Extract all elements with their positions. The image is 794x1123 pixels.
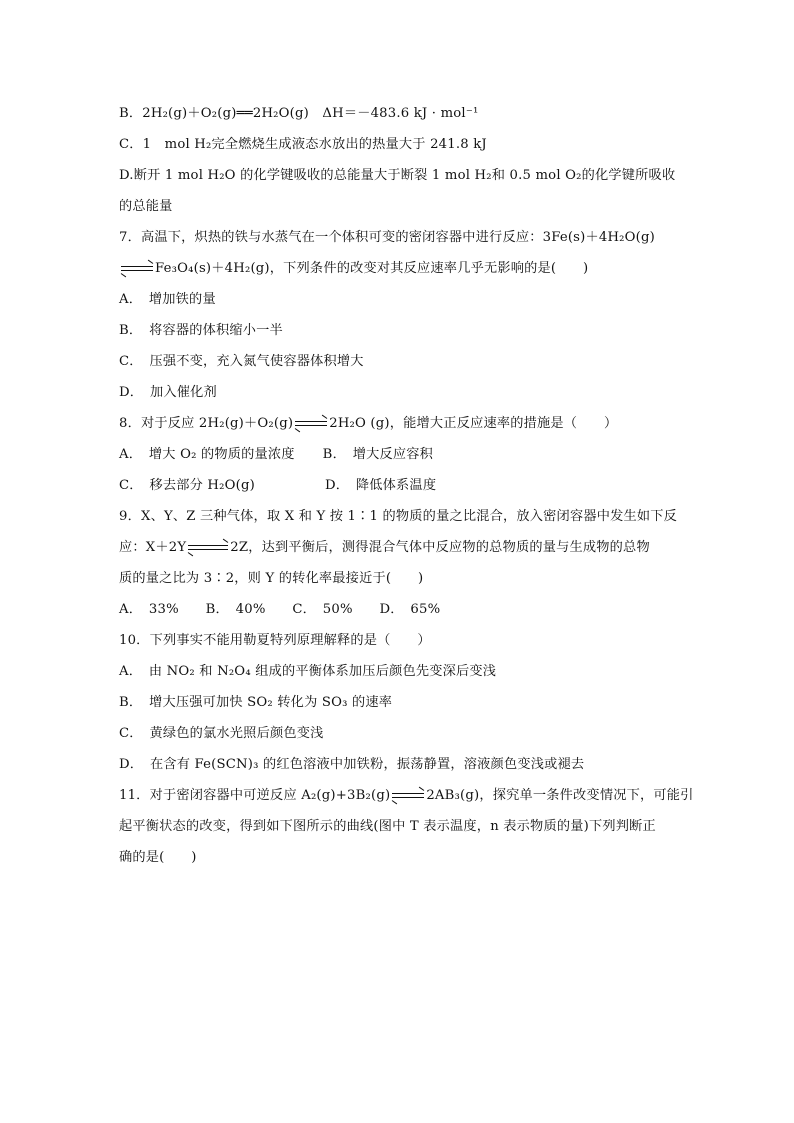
q7-option-b: B． 将容器的体积缩小一半 [119,323,283,338]
q11-stem-pre: 11．对于密闭容器中可逆反应 A₂(g)+3B₂(g) [119,788,391,803]
q9-options: A． 33% B． 40% C． 50% D． 65% [119,602,441,617]
q7-stem-text: Fe₃O₄(s)＋4H₂(g)，下列条件的改变对其反应速率几乎无影响的是( ) [155,261,589,276]
equilibrium-arrow-icon [121,264,153,274]
q8-options-row2 [119,476,436,496]
q10-option-c: C． 黄绿色的氯水光照后颜色变浅 [119,726,324,741]
equilibrium-arrow-icon [295,419,327,429]
q7-option-c: C． 压强不变，充入氮气使容器体积增大 [119,354,364,369]
q9-stem-pre: 应：X＋2Y [119,540,187,555]
q6-option-d-line2: 的总能量 [119,199,173,214]
q8-option-b: B． 增大反应容积 [322,447,434,462]
q6-option-c: C．1 mol H₂完全燃烧生成液态水放出的热量大于 241.8 kJ [119,137,487,152]
q7-stem-line2 [119,259,588,279]
q8-options-row1 [119,445,433,465]
q9-stem-post: 2Z，达到平衡后，测得混合气体中反应物的总物质的量与生成物的总物 [230,540,650,555]
q7-option-d: D． 加入催化剂 [119,385,217,400]
q6-option-b: B．2H₂(g)＋O₂(g)══2H₂O(g) ΔH＝－483.6 kJ · mol⁻¹ [119,106,479,121]
q10-option-b: B． 增大压强可加快 SO₂ 转化为 SO₃ 的速率 [119,695,393,710]
q10-option-d: D． 在含有 Fe(SCN)₃ 的红色溶液中加铁粉，振荡静置，溶液颜色变浅或褪去 [119,757,585,772]
q9-stem-line3: 质的量之比为 3∶2，则 Y 的转化率最接近于( ) [119,571,424,586]
q9-stem-line2 [119,538,650,558]
q8-stem-post: 2H₂O (g)，能增大正反应速率的措施是（ ） [329,416,618,431]
q7-stem-line1: 7．高温下，炽热的铁与水蒸气在一个体积可变的密闭容器中进行反应：3Fe(s)＋4H₂O(g) [119,230,655,245]
q8-option-d: D． 降低体系温度 [324,478,437,493]
equilibrium-arrow-icon [392,791,424,801]
q8-stem [119,414,617,434]
q11-stem-line2: 起平衡状态的改变，得到如下图所示的曲线(图中 T 表示温度，n 表示物质的量)下列判断正 [119,819,656,834]
q8-stem-pre: 8．对于反应 2H₂(g)＋O₂(g) [119,416,294,431]
q7-option-a: A． 增加铁的量 [119,292,216,307]
q8-option-a: A． 增大 O₂ 的物质的量浓度 [119,447,295,462]
q9-stem-line1: 9．X、Y、Z 三种气体，取 X 和 Y 按 1∶1 的物质的量之比混合，放入密闭容器中发生如下反 [119,509,678,524]
q6-option-d-line1: D.断开 1 mol H₂O 的化学键吸收的总能量大于断裂 1 mol H₂和 0.5 mol O₂的化学键所吸收 [119,168,676,183]
q11-stem-line1 [119,786,694,806]
equilibrium-arrow-icon [188,543,228,553]
q10-stem: 10．下列事实不能用勒夏特列原理解释的是（ ） [119,633,431,648]
q11-stem-line3: 确的是( ) [119,850,197,865]
q11-stem-post: 2AB₃(g)，探究单一条件改变情况下，可能引 [426,788,694,803]
q8-option-c: C． 移去部分 H₂O(g) [119,478,255,493]
q10-option-a: A． 由 NO₂ 和 N₂O₄ 组成的平衡体系加压后颜色先变深后变浅 [119,664,497,679]
